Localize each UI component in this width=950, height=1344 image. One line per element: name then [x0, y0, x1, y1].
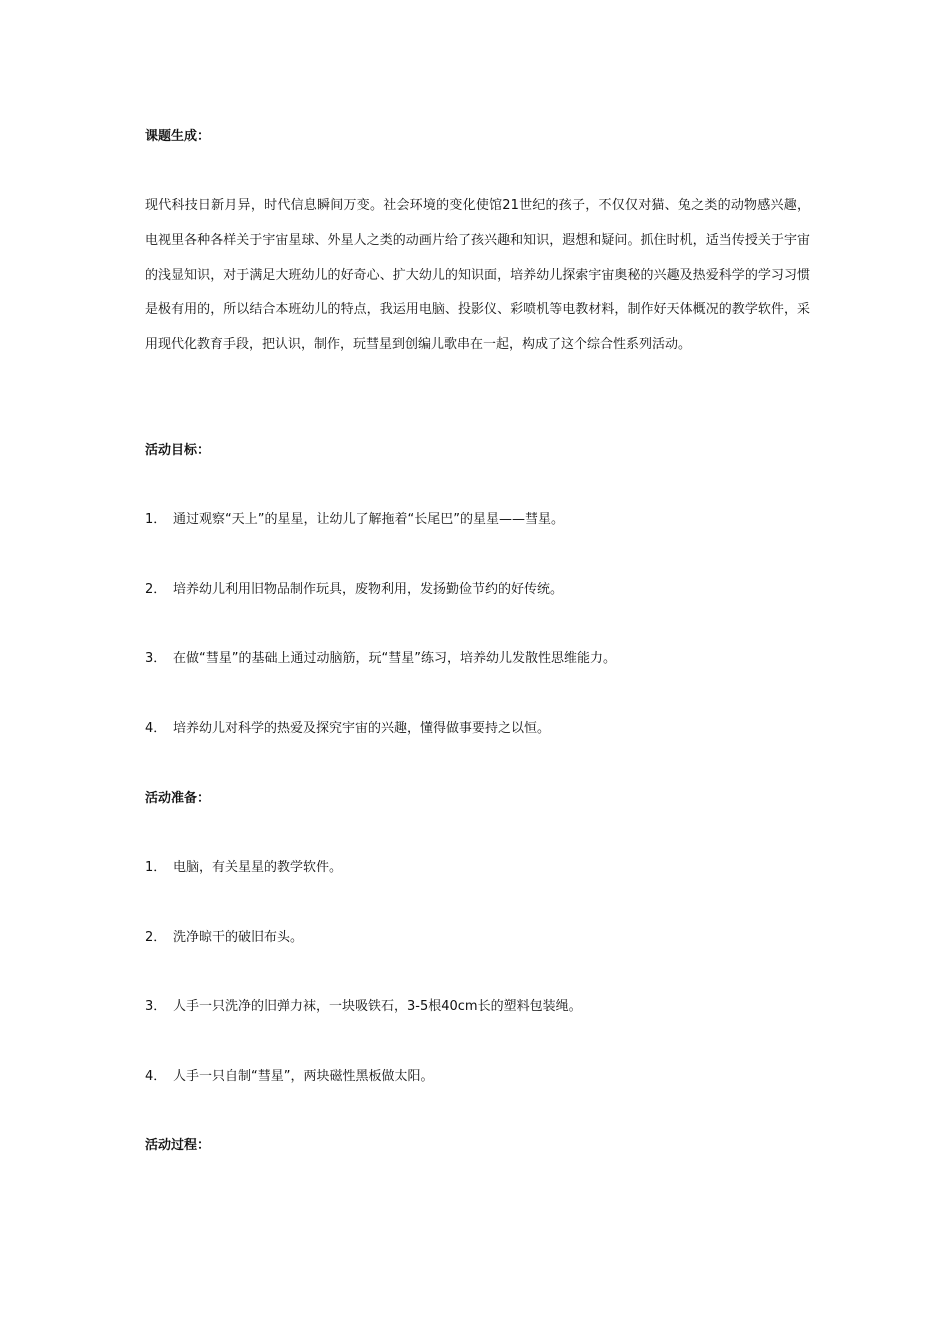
goal-item-text: 培养幼儿对科学的热爱及探究宇宙的兴趣，懂得做事要持之以恒。 [173, 721, 551, 736]
prep-item-3 [145, 998, 582, 1016]
goal-item-3 [145, 650, 616, 668]
goal-item-number: 1． [145, 512, 167, 527]
prep-item-text: 人手一只洗净的旧弹力袜，一块吸铁石，3-5根40cm长的塑料包装绳。 [173, 999, 582, 1014]
prep-item-number: 3． [145, 999, 167, 1014]
topic-paragraph: 现代科技日新月异，时代信息瞬间万变。社会环境的变化使馆21世纪的孩子，不仅仅对猫、兔之类的动物感兴趣，电视里各种各样关于宇宙星球、外星人之类的动画片给了孩兴趣和知识，遐想和疑问。抓住时机，适当传授关于宇宙的浅显知识，对于满足大班幼儿的好奇心、扩大幼儿的知识面，培养幼儿探索宇宙奥秘的兴趣及热爱科学的学习习惯是极有用的，所以结合本班幼儿的特点，我运用电脑、投影仪、彩喷机等电教材料，制作好天体概况的教学软件，采用现代化教育手段，把认识，制作，玩彗星到创编儿歌串在一起，构成了这个综合性系列活动。 [145, 198, 810, 353]
goal-item-text: 在做“彗星”的基础上通过动脑筋，玩“彗星”练习，培养幼儿发散性思维能力。 [173, 651, 616, 666]
section-heading-process: 活动过程： [145, 1138, 211, 1153]
section-heading-prep: 活动准备： [145, 791, 211, 806]
section-heading-topic: 课题生成： [145, 129, 211, 144]
prep-item-number: 4． [145, 1069, 167, 1084]
goal-item-number: 4． [145, 721, 167, 736]
prep-item-text: 电脑，有关星星的教学软件。 [173, 860, 343, 875]
section-heading-goals: 活动目标： [145, 443, 211, 458]
goal-item-2 [145, 581, 563, 599]
prep-item-text: 洗净晾干的破旧布头。 [173, 930, 304, 945]
prep-item-number: 2． [145, 930, 167, 945]
goal-item-1 [145, 511, 564, 529]
prep-item-4 [145, 1068, 433, 1086]
goal-item-number: 3． [145, 651, 167, 666]
goal-item-4 [145, 720, 550, 738]
prep-item-1 [145, 859, 342, 877]
goal-item-text: 通过观察“天上”的星星，让幼儿了解拖着“长尾巴”的星星——彗星。 [173, 512, 564, 527]
prep-item-number: 1． [145, 860, 167, 875]
prep-item-2 [145, 929, 303, 947]
goal-item-number: 2． [145, 582, 167, 597]
goal-item-text: 培养幼儿利用旧物品制作玩具，废物利用，发扬勤俭节约的好传统。 [173, 582, 564, 597]
prep-item-text: 人手一只自制“彗星”，两块磁性黑板做太阳。 [173, 1069, 434, 1084]
